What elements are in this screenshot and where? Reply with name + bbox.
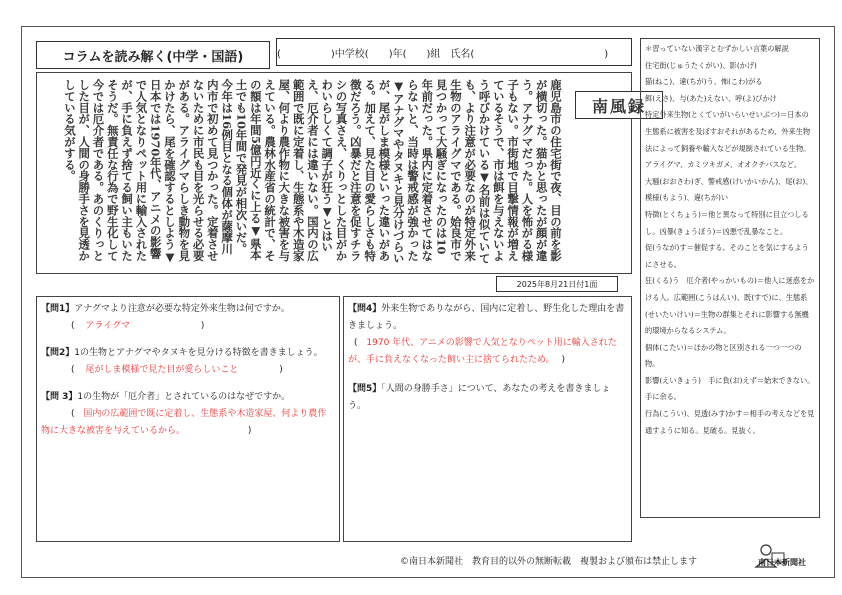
answer-open: ( <box>354 338 358 348</box>
article-body: 鹿児島市の住宅街で夜、目の前を影が横切った。猫かと思ったが顔が違う。アナグマだった。人を怖がる様子もない。市街地で目撃情報が増えているそうで、市は餌を与えないよう呼びかけている▼名前は似ていても、より注意が必要なのが特定外来生物のアライグマである。姶良市で見つかって大騒ぎになったのは10年前だった。県内に定着させてはならないと、当時は警戒感が強かった▼アナグマやタヌキと見分けづらいが、尾がしま模様といった違いがある。加えて、見た目の愛らしさも特徴だろう。凶暴だと注意を促すチラシの写真さえ、くりっとした目がかわいらしくて調子が狂う▼とはいえ、厄介者には違いない。国内の広範囲で既に定着し、生態系や木造家屋、何より農作物に大きな被害を与えている。農林水産省の統計で、その額は年間5億円近くに上る▼県本土でも10年間で発見が相次いだ。今年は16例目となる個体が薩摩川内市で初めて見つかった。定着させないために市民も目を光らせる必要がある。アライグマらしき動物を見かけたら、尾を確認するとしよう▼日本では1970年代、アニメの影響で人気となりペット用に輸入されたが、手に負えず捨てる飼い主もいたそうだ。無責任な行為で野生化して今では厄介者である。あのくりっとした目が、人間の身勝手さを見透かしている気がする。 <box>62 79 563 264</box>
worksheet-title: コラムを読み解く(中学・国語) <box>36 41 270 69</box>
question-text: 1の生物とアナグマやタヌキを見分ける特徴を書きましょう。 <box>74 348 323 358</box>
answer-open: ( <box>71 365 75 375</box>
question-label: 【問4】 <box>348 304 382 314</box>
question-label: 【問2】 <box>41 348 75 358</box>
glossary-entry: 行為(こうい)、見透(みす)かす＝相手の考えなどを見通すように知る。見破る。見抜く。 <box>645 409 815 435</box>
answer-close: ) <box>279 365 283 375</box>
question-3 <box>41 389 335 440</box>
column-name: 南風録 <box>575 91 663 119</box>
name-line-text: ( )中学校( )年( )組 氏名( ) <box>277 48 609 60</box>
question-text: アナグマより注意が必要な特定外来生物は何ですか。 <box>74 304 290 314</box>
answer-text[interactable]: 1970 年代、アニメの影響で人気となりペット用に輸入されたが、手に負えなくなった飼い主に捨てられたため。 <box>348 338 617 365</box>
answer-text[interactable]: 国内の広範囲で既に定着し、生態系や木造家屋、何より農作物に大きな被害を与えているから。 <box>41 409 327 436</box>
name-line[interactable] <box>276 38 632 66</box>
glossary-entry: 特徴(とくちょう)＝他と異なって特別に目立つしるし。凶暴(きょうぼう)＝凶悪で乱暴なこと。 <box>645 209 809 236</box>
article-panel <box>36 72 646 274</box>
question-label: 【問1】 <box>41 304 75 314</box>
copyright-notice: ©南日本新聞社 教育目的以外の無断転載 複製および頒布は禁止します <box>400 557 698 567</box>
question-5 <box>348 381 627 415</box>
glossary-heading: ＊習っていない漢字とむずかしい言葉の解説 <box>645 44 789 53</box>
glossary-entry: 個体(こたい)＝ほかの物と区別される一つ一つの物。 <box>645 342 802 369</box>
question-label: 【問5】 <box>348 384 382 394</box>
questions-right <box>343 296 632 542</box>
glossary-entry: 促(うなが)す＝催促する。そのことを気にするようにさせる。 <box>645 243 809 269</box>
answer-text[interactable]: 尾がしま模様で見た目が愛らしいこと <box>85 365 239 375</box>
publisher-logo <box>752 543 818 571</box>
question-1 <box>41 301 335 335</box>
answer-open: ( <box>71 321 75 331</box>
question-text: 1の生物が「厄介者」とされているのはなぜですか。 <box>77 392 291 402</box>
answer-text[interactable]: アライグマ <box>85 321 130 331</box>
glossary-entry: 大騒(おおさわ)ぎ、警戒感(けいかいかん)、尾(お)、模様(もよう)、違(ちが)い <box>645 176 813 203</box>
glossary-entry: 狂(くる)う 厄介者(やっかいもの)＝他人に迷惑をかける人。広範囲(こうはんい)、既(すで)に、生態系(せいたいけい)＝生物の群集とそれに影響する無機的環境からなるシステム。 <box>645 276 815 336</box>
glossary-panel <box>640 38 820 518</box>
question-text: 外来生物でありながら、国内に定着し、野生化した理由を書きましょう。 <box>348 304 625 331</box>
question-4 <box>348 301 627 369</box>
questions-left <box>36 296 340 542</box>
glossary-entry: 特定外来生物(とくていがいらいせいぶつ)＝日本の生態系に被害を及ぼすおそれがあるため、外来生物法によって飼養や輸入などが規制されている生物。アライグマ、カミツキガメ、オオクチバスなど。 <box>645 110 811 170</box>
article-date: 2025年8月21日付1面 <box>496 276 618 292</box>
answer-open: ( <box>71 409 75 419</box>
glossary-entry: 影響(えいきょう) 手に負(お)えず＝始末できない。手に余る。 <box>645 375 815 402</box>
question-label: 【問 3】 <box>41 392 78 402</box>
glossary-entry: 猫(ねこ)、違(ちが)う、怖(こわ)がる <box>645 77 763 87</box>
glossary-entry: 住宅街(じゅうたくがい)、影(かげ) <box>645 60 757 70</box>
answer-close: ) <box>247 426 252 436</box>
question-2 <box>41 345 335 379</box>
answer-close: ) <box>200 321 205 331</box>
logo-text: 南日本新聞社 <box>758 558 806 567</box>
answer-close: ) <box>561 355 566 365</box>
glossary-entry: 餌(えさ)、与(あた)えない、呼(よ)びかけ <box>645 93 777 103</box>
question-text: 「人間の身勝手さ」について、あなたの考えを書きましょう。 <box>348 384 611 411</box>
